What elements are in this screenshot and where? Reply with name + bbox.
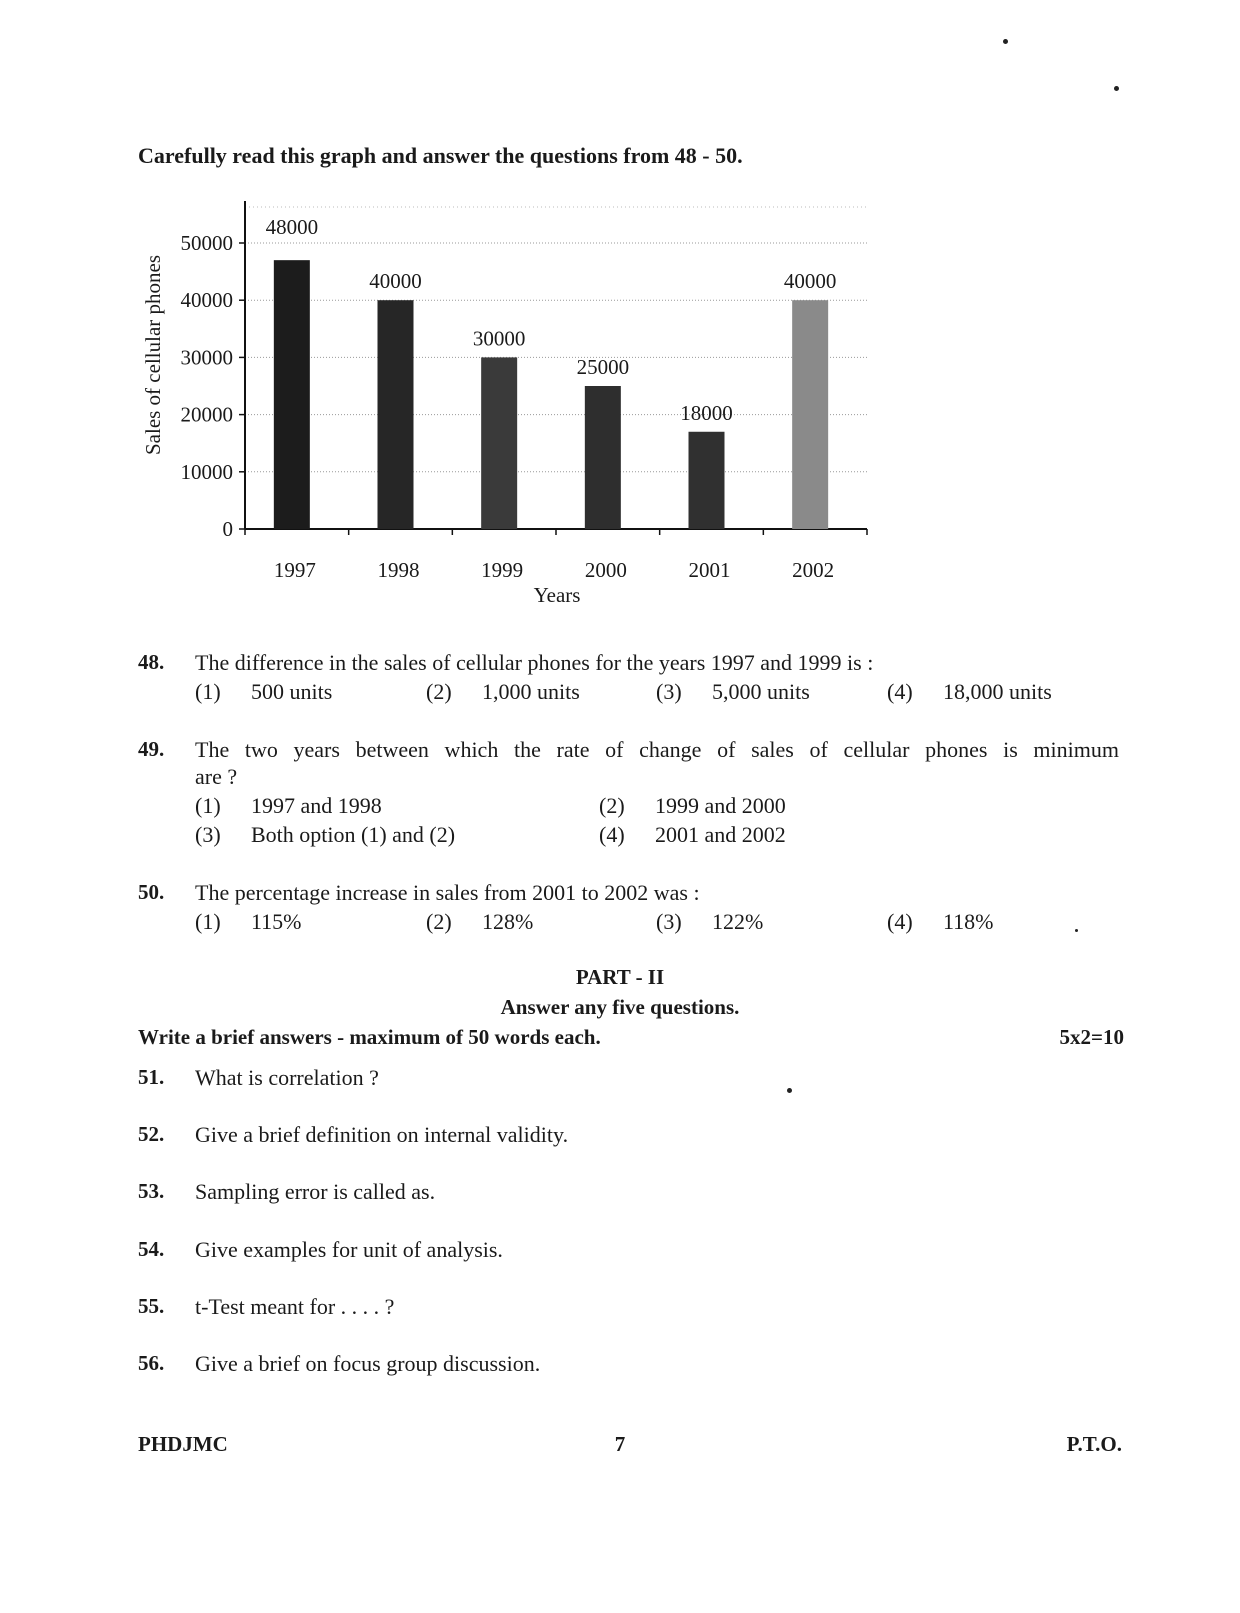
option-number: (2) (426, 909, 452, 934)
bar-chart (130, 195, 890, 615)
option-text: 115% (251, 909, 302, 934)
pto-note: P.T.O. (1066, 1432, 1122, 1456)
question-number: 50. (138, 880, 165, 904)
question-text: Sampling error is called as. (195, 1179, 436, 1204)
data-label: 25000 (576, 355, 630, 379)
y-tick-label: 30000 (180, 345, 233, 370)
question-text: t-Test meant for . . . . ? (195, 1294, 395, 1319)
option (599, 793, 786, 819)
option (195, 909, 302, 935)
option-number: (2) (426, 679, 452, 704)
option-text: 128% (482, 909, 534, 934)
question-text: Give a brief on focus group discussion. (195, 1351, 541, 1376)
y-tick-label: 20000 (180, 402, 233, 427)
question-number: 49. (138, 737, 165, 761)
data-label: 30000 (472, 326, 526, 351)
bar (689, 432, 725, 529)
option-text: 500 units (251, 679, 333, 704)
option (195, 822, 455, 848)
y-tick-label: 0 (222, 517, 233, 541)
data-label: 18000 (680, 400, 733, 425)
scan-speck (1114, 86, 1119, 91)
scan-speck (787, 1088, 792, 1093)
bar (792, 300, 828, 529)
x-tick-label: 2002 (792, 558, 835, 582)
question-text: Give a brief definition on internal validity. (195, 1122, 569, 1147)
question-text: Give examples for unit of analysis. (195, 1237, 503, 1262)
option-number: (3) (656, 679, 682, 704)
x-tick-label: 2000 (584, 558, 627, 582)
option-number: (1) (195, 909, 221, 934)
paper-code: PHDJMC (138, 1432, 228, 1456)
option (426, 679, 580, 705)
question-number: 48. (138, 650, 165, 674)
question-text: The percentage increase in sales from 2001 to 2002 was : (195, 880, 700, 905)
option-number: (2) (599, 793, 625, 818)
bar (481, 357, 517, 529)
question-text: What is correlation ? (195, 1065, 379, 1090)
y-tick-label: 50000 (180, 231, 233, 255)
option-text: 1,000 units (482, 679, 580, 704)
question-number: 53. (138, 1179, 165, 1203)
bar (274, 260, 310, 529)
scan-speck (1003, 39, 1008, 44)
y-tick-label: 40000 (180, 288, 233, 313)
option-number: (4) (887, 909, 913, 934)
option (426, 909, 533, 935)
option (195, 679, 332, 705)
grid-lines (245, 207, 867, 472)
option-text: 5,000 units (712, 679, 810, 704)
option-text: Both option (1) and (2) (251, 822, 456, 847)
question-text: The difference in the sales of cellular phones for the years 1997 and 1999 is : (195, 650, 874, 675)
axes (239, 201, 867, 535)
option-number: (3) (656, 909, 682, 934)
x-tick-label: 1997 (273, 558, 316, 582)
question-text-continued: are ? (195, 764, 238, 789)
question-number: 51. (138, 1065, 165, 1089)
question-number: 55. (138, 1294, 165, 1318)
option (656, 679, 810, 705)
part-subtitle: Answer any five questions. (500, 995, 740, 1019)
x-axis-label: Years (533, 583, 581, 607)
scan-speck (1075, 929, 1078, 932)
option-text: 118% (943, 909, 994, 934)
question-text: The two years between which the rate of change of sales of cellular phones is minimum (195, 737, 1119, 762)
question-number: 56. (138, 1351, 165, 1375)
data-label: 48000 (265, 215, 319, 239)
option (195, 793, 382, 819)
page-number: 7 (614, 1432, 626, 1456)
y-axis-label: Sales of cellular phones (141, 254, 165, 456)
option (656, 909, 763, 935)
data-label: 40000 (369, 269, 422, 294)
option (887, 679, 1052, 705)
part-title: PART - II (575, 965, 665, 989)
x-tick-label: 1999 (481, 558, 524, 582)
marks-allocation: 5x2=10 (1059, 1025, 1124, 1049)
graph-instruction: Carefully read this graph and answer the questions from 48 - 50. (138, 143, 743, 168)
option (887, 909, 994, 935)
bar (378, 300, 414, 529)
data-labels (266, 215, 837, 425)
option-number: (1) (195, 679, 221, 704)
x-tick-label: 1998 (377, 558, 420, 582)
option-text: 1999 and 2000 (655, 793, 786, 818)
option-number: (1) (195, 793, 221, 818)
option-number: (3) (195, 822, 221, 847)
option-number: (4) (887, 679, 913, 704)
option-text: 122% (712, 909, 764, 934)
option (599, 822, 786, 848)
y-tick-label: 10000 (180, 459, 233, 484)
option-text: 18,000 units (943, 679, 1052, 704)
part-instruction: Write a brief answers - maximum of 50 words each. (138, 1025, 601, 1049)
question-number: 54. (138, 1237, 165, 1261)
question-number: 52. (138, 1122, 165, 1146)
x-tick-label: 2001 (688, 558, 731, 582)
option-text: 2001 and 2002 (655, 822, 786, 847)
option-text: 1997 and 1998 (251, 793, 382, 818)
option-number: (4) (599, 822, 625, 847)
data-label: 40000 (783, 269, 837, 294)
bar (585, 386, 621, 529)
